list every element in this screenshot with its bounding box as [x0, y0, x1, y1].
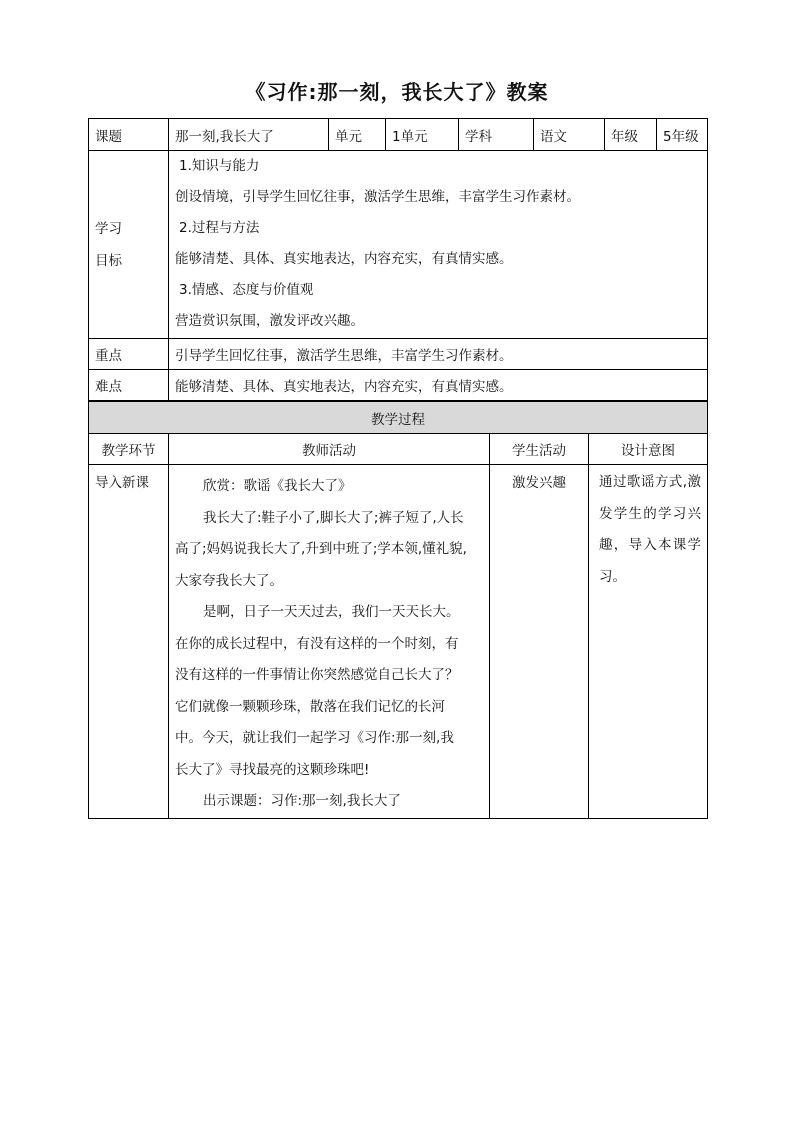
- teacher-line: 我长大了:鞋子小了,脚长大了;裤子短了,人长: [203, 509, 464, 526]
- goals-label: [89, 151, 169, 339]
- difficulty-row: [89, 370, 708, 401]
- column-student: 学生活动: [490, 434, 589, 465]
- teacher-line: 是啊，日子一天天过去，我们一天天长大。: [203, 604, 460, 620]
- teacher-line: 长大了》寻找最亮的这颗珍珠吧!: [175, 761, 370, 778]
- process-header-row: [89, 402, 708, 434]
- teacher-line: 中。今天，就让我们一起学习《习作:那一刻,我: [175, 730, 454, 746]
- goal-text-emotion: 营造赏识氛围，激发评改兴趣。: [175, 313, 364, 329]
- goal-heading-emotion: 3.情感、态度与价值观: [179, 282, 314, 298]
- key-point-row: [89, 339, 708, 370]
- difficulty-value: 能够清楚、具体、真实地表达，内容充实，有真情实感。: [169, 370, 708, 401]
- design-intent-cell: 通过歌谣方式,激发学生的学习兴趣，导入本课学习。: [589, 465, 708, 819]
- goal-text-process: 能够清楚、具体、真实地表达，内容充实，有真情实感。: [175, 251, 513, 267]
- teacher-activity-cell: [169, 465, 490, 819]
- grade-label: 年级: [605, 119, 657, 151]
- subject-value: 语文: [534, 119, 605, 151]
- unit-label: 单元: [329, 119, 386, 151]
- process-header: 教学过程: [89, 402, 708, 434]
- teacher-line: 高了;妈妈说我长大了,升到中班了;学本领,懂礼貌,: [175, 541, 467, 557]
- teacher-line: 出示课题：习作:那一刻,我长大了: [203, 793, 401, 809]
- student-activity-cell: 激发兴趣: [490, 465, 589, 819]
- difficulty-label: 难点: [89, 370, 169, 401]
- lesson-info-table: [88, 118, 708, 401]
- teacher-line: 在你的成长过程中，有没有这样的一个时刻，有: [175, 635, 459, 652]
- column-stage: 教学环节: [89, 434, 169, 465]
- unit-value: 1单元: [386, 119, 459, 151]
- teacher-line: 大家夸我长大了。: [175, 572, 283, 589]
- course-label: 课题: [89, 119, 169, 151]
- teacher-line: 没有这样的一件事情让你突然感觉自己长大了？: [175, 667, 459, 683]
- column-intent: 设计意图: [589, 434, 708, 465]
- goals-row: [89, 151, 708, 339]
- teaching-process-table: [88, 401, 708, 819]
- subject-label: 学科: [459, 119, 534, 151]
- process-columns-row: [89, 434, 708, 465]
- goals-content: [169, 151, 708, 339]
- goal-heading-knowledge: 1.知识与能力: [179, 158, 260, 174]
- process-row-intro: [89, 465, 708, 819]
- goal-text-knowledge: 创设情境，引导学生回忆往事，激活学生思维，丰富学生习作素材。: [175, 189, 580, 205]
- column-teacher: 教师活动: [169, 434, 490, 465]
- goals-label-line1: 学习: [95, 220, 122, 237]
- goal-heading-process: 2.过程与方法: [179, 220, 260, 236]
- course-value: 那一刻,我长大了: [169, 119, 329, 151]
- goals-label-line2: 目标: [95, 252, 122, 269]
- grade-value: 5年级: [657, 119, 708, 151]
- key-point-label: 重点: [89, 339, 169, 370]
- document-title: 《习作:那一刻，我长大了》教案: [245, 80, 549, 104]
- teacher-line: 欣赏：歌谣《我长大了》: [203, 478, 352, 494]
- key-point-value: 引导学生回忆往事，激活学生思维，丰富学生习作素材。: [169, 339, 708, 370]
- info-row: [89, 119, 708, 151]
- teacher-line: 它们就像一颗颗珍珠，散落在我们记忆的长河: [175, 698, 445, 715]
- stage-cell: 导入新课: [89, 465, 169, 819]
